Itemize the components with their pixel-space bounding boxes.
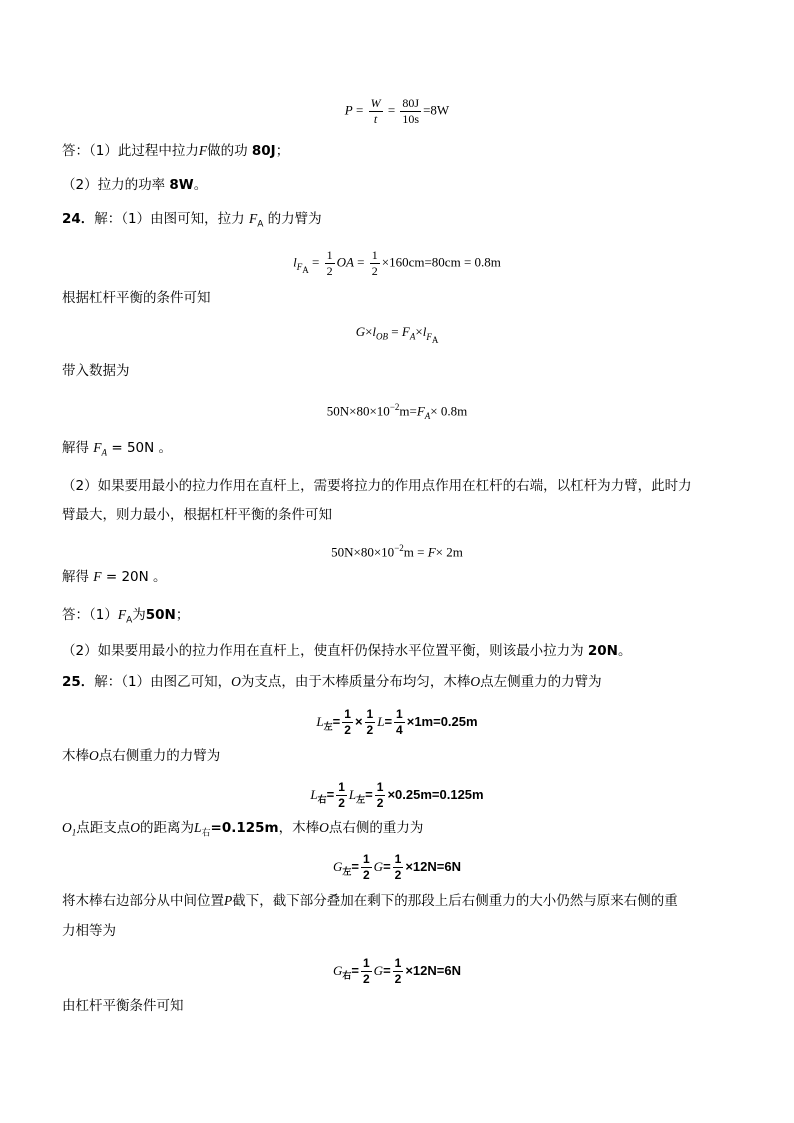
equation-24-min-force: $50N\times 80\times 10^{-2}m = F\times 2m$ (331, 543, 463, 560)
answer-24-part2: （2）如果要用最小的拉力作用在直杆上，使直杆仍保持水平位置平衡，则该最小拉力为 20N。 (62, 643, 632, 659)
answer-24-part1: 答：$(1)F_A$为50N； (62, 607, 190, 626)
equation-25-right-arm: $L_右=$ $\frac{1}{2}$ $L_左=$ $\frac{1}{2}$ ×0.25m=0.125m (310, 780, 484, 810)
paragraph-24-part2-line1: （2）如果要用最小的拉力作用在直杆上，需要将拉力的作用点作用在杠杆的右端，以杠杆为力臂，此时力 (62, 478, 692, 494)
equation-25-right-weight: $G_右=$ $\frac{1}{2}$ G= $\frac{1}{2}$ ×12N=6N (332, 956, 461, 986)
equation-24-arm: $l_{F_A}$ = $\frac{1}{2}$ OA = $\frac{1}{2}$ ×160cm=80cm = 0.8m (293, 248, 501, 278)
paragraph-25-distance: $O_1$点距支点O的距离为$L_右=0.125m$，木棒O点右侧的重力为 (62, 820, 424, 839)
equation-24-balance: $G\times l_{OB} = F_A\times l_{F_A}$ (355, 324, 439, 345)
paragraph-25-cut-line2: 力相等为 (62, 923, 116, 939)
lever-condition-text-1: 根据杠杆平衡的条件可知 (62, 290, 211, 306)
solve-24-f: 解得 F = 20N 。 (62, 569, 167, 585)
answer-23-part2: （2）拉力的功率 8W。 (62, 177, 208, 193)
paragraph-24-part2-line2: 臂最大，则力最小，根据杠杆平衡的条件可知 (62, 507, 332, 523)
question-25-intro: 25．解：（1）由图乙可知，O为支点，由于木棒质量分布均匀，木棒O点左侧重力的力臂为 (62, 674, 602, 690)
lever-condition-text-2: 由杠杆平衡条件可知 (62, 998, 184, 1014)
question-24-intro: 24．解：（1）由图可知，拉力 $F_A$ 的力臂为 (62, 211, 322, 230)
substitute-text: 带入数据为 (62, 363, 130, 379)
equation-24-substitute: $50N\times 80\times 10^{-2}m=F_A\times 0.8m$ (326, 402, 468, 421)
equation-25-left-arm: $L_左=$ $\frac{1}{2}$ × $\frac{1}{2}$ L= $\frac{1}{4}$ ×1m=0.25m (316, 707, 478, 737)
equation-power: P = $\frac{W}{t}$ = $\frac{80J}{10s}$ =8W (344, 96, 450, 126)
paragraph-25-right-arm: 木棒O点右侧重力的力臂为 (62, 748, 221, 764)
solve-24-fa: 解得 $F_A = 50N$ 。 (62, 440, 173, 458)
fraction-w-t: $\frac{W}{t}$ (370, 96, 381, 126)
fraction-80j-10s: $\frac{80J}{10s}$ (402, 96, 420, 126)
equation-25-left-weight: $G_左=$ $\frac{1}{2}$ G= $\frac{1}{2}$ ×12N=6N (332, 852, 461, 882)
paragraph-25-cut-line1: 将木棒右边部分从中间位置P截下，截下部分叠加在剩下的那段上后右侧重力的大小仍然与原来右侧的重 (62, 893, 678, 909)
answer-23-part1: 答：（1）此过程中拉力F做的功 80J； (62, 143, 290, 159)
